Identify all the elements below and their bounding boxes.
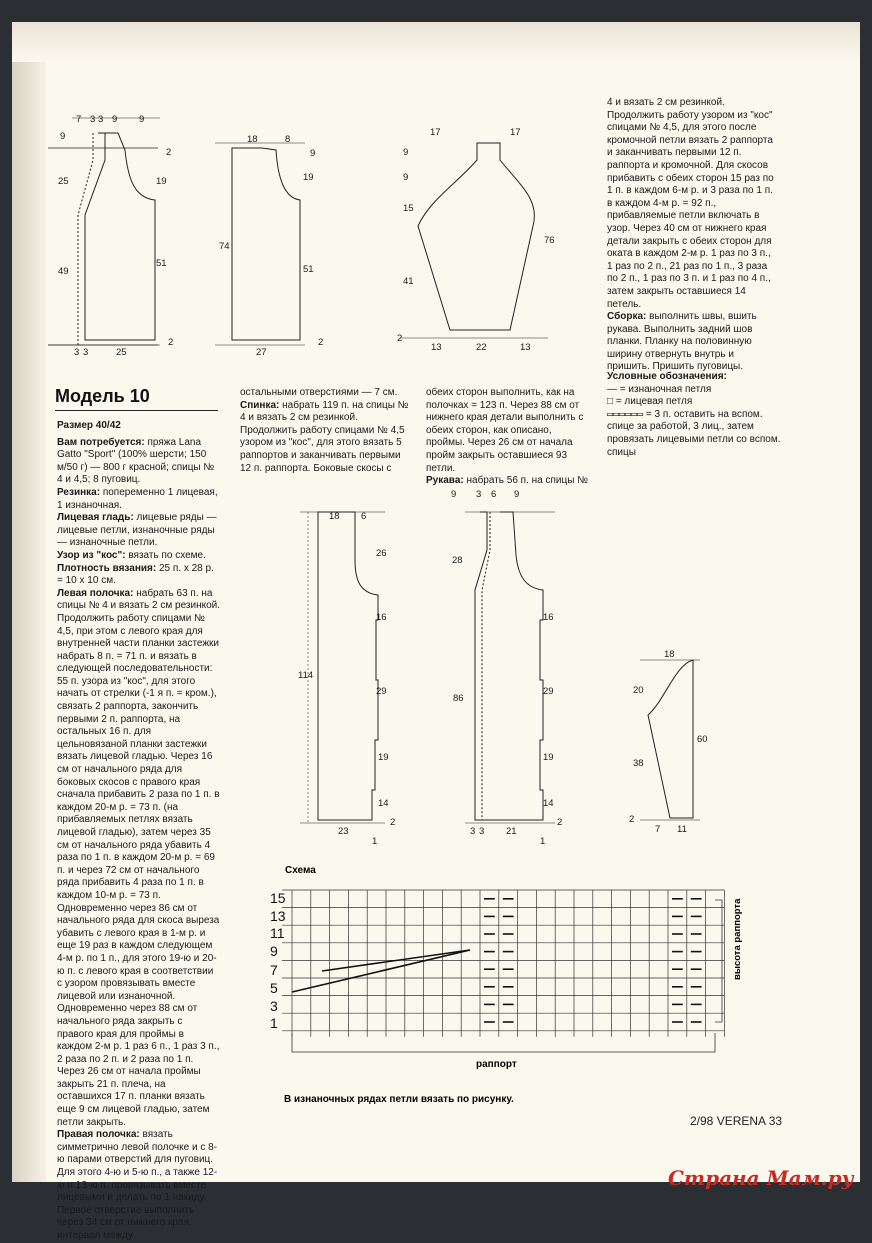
legend-item-cable [607,409,787,459]
sleeve-small-pattern [640,660,700,820]
dim-label: 7 [655,824,661,835]
dim-label: 2 [318,337,324,348]
paragraph-heading: Вам потребуется: [57,436,145,448]
dim-label: 9 [514,489,520,500]
paragraph-heading: Правая полочка: [57,1129,140,1141]
knitting-chart-grid [282,890,724,1037]
dim-label: 2 [166,147,172,158]
dim-label: 25 [58,176,69,187]
paragraph-heading: Левая полочка: [57,587,134,599]
front-right-pattern [465,512,555,823]
paragraph-text: вязать симметрично левой полочке и с 8-ю парами отверстий для пуговиц. Для этого 4-ю и 5-ю п., а также 12-ю и 13-ю п. провязывать вместе лицевыми и делать по 1 накиду. Первое отверстие выполнить через 34 см от нижнего края, интервал между [57,1129,218,1241]
watermark-logo: Страна Мам.ру [668,1166,854,1190]
rapport-height-label: высота раппорта [732,898,743,980]
dim-label: 9 [310,148,316,159]
paragraph-text: попеременно 1 лицевая, 1 изнаночная. [57,486,218,511]
dim-label: 3 [476,489,482,500]
paragraph-text: обеих сторон выполнить, как на полочках = 123 п. Через 88 см от нижнего края детали выполнить с обеих сторон, как описано, проймы. Через 26 см от начала пройм закрыть оставшиеся 93 петли. [426,387,584,474]
dim-label: 6 [361,511,367,522]
rapport-label: раппорт [476,1059,517,1070]
dim-label: 3 [479,826,485,837]
column-3 [426,387,590,488]
col3-paragraphs [426,387,590,488]
dim-label: 25 [116,347,127,358]
dim-label: 9 [403,172,409,183]
dim-label: 20 [633,685,644,696]
row-number: 1 [270,1015,278,1032]
dim-label: 13 [520,342,531,353]
paragraph-text: пряжа Lana Gatto "Sport" (100% шерсти; 150 м/50 г) — 800 г красной; спицы № 4 и 4,5; 8 пуговиц. [57,436,215,486]
row-number: 5 [270,980,278,996]
paragraph-text: набрать 63 п. на спицы № 4 и вязать 2 см резинкой. Продолжить работу спицами № 4,5, при этом с левого края для внутренней части планки застежки набрать 8 п. = 71 п. и вязать в следующей последовательности: 55 п. узора из "кос", для этого начать от стрелки (-1 я п. = кром.), связать 2 раппорта, закончить первыми 2 п. раппорта, на остальных 16 п. для цельновязаной планки застежки вязать лицевой гладью. Через 16 см от начального ряда для боковых скосов с правого края сначала прибавить 2 раза по 1 п. в каждом 20-м р. = 73 п. (на прибавляемых петлях вязать лицевой гладью), затем через 35 см от начального ряда убавить 4 раза по 1 п. в каждом 20-м р. = 69 п. и через 72 см от начального ряда прибавить 4 раза по 1 п. в каждом 10-м р. = 73 п. Одновременно через 86 см от начального ряда для скоса выреза убавить с левого края в 1-м р. и еще 19 раз в каждом следующем 4-м р. по 1 п., для этого 19-ю и 20-ю п. с левого края в соответствии с узором провязывать вместе лицевой или изнаночной. Одновременно через 88 см от начального ряда закрыть с правого края для проймы в каждом 2-м р. 1 раз 6 п., 1 раз 3 п., 2 раза по 2 п. и 2 раза по 1 п. Через 26 см от начала проймы закрыть 21 п. плеча, на оставшихся 17 п. планки вязать еще 9 см лицевой гладью, затем петли закрыть. [57,587,221,1128]
page-footer: 2/98 VERENA 33 [690,1114,783,1128]
paragraph-heading: Резинка: [57,486,101,498]
left-front-pattern [48,118,160,345]
text-paragraph [57,437,221,487]
sleeve-pattern [400,143,548,338]
dim-label: 2 [557,817,563,828]
dim-label: 114 [298,670,314,681]
dim-label: 86 [453,693,464,704]
dim-label: 9 [139,114,145,125]
dim-label: 49 [58,266,69,277]
dim-label: 19 [378,752,389,763]
col2-paragraphs [240,387,410,475]
schema-note: В изнаночных рядах петли вязать по рисунку. [284,1094,514,1105]
dim-label: 2 [397,333,403,344]
dim-label: 1 [372,836,378,847]
size-label: Размер 40/42 [57,420,121,431]
dim-label: 29 [376,686,387,697]
middle-diagrams [0,490,872,870]
dim-label: 76 [544,235,555,246]
dim-label: 21 [506,826,517,837]
dim-label: 14 [378,798,389,809]
model-title: Модель 10 [55,386,150,406]
dim-label: 9 [451,489,457,500]
dim-label: 16 [543,612,554,623]
assembly-text: выполнить швы, вшить рукава. Выполнить задний шов планки. Планку на половинную ширину отвернуть внутрь и пришить. Пришить пуговицы. [607,311,757,373]
assembly-label: Сборка: [607,311,647,323]
legend-item-knit: □ = лицевая петля [607,396,693,408]
dim-label: 1 [540,836,546,847]
dim-label: 2 [629,814,635,825]
dim-label: 14 [543,798,554,809]
paragraph-text: набрать 119 п. на спицы № 4 и вязать 2 см резинкой. Продолжить работу спицами № 4,5 узором из "кос", для этого вязать 5 раппортов и заканчивать первыми 12 п. раппорта. Боковые скосы с [240,399,409,474]
row-number: 9 [270,942,278,959]
dim-label: 13 [431,342,442,353]
dim-label: 41 [403,276,414,287]
dim-label: 51 [303,264,314,275]
dim-label: 28 [452,555,463,566]
dim-label: 3 [98,114,104,125]
paragraph-text: набрать 56 п. на спицы № [463,475,588,487]
dim-label: 3 [74,347,80,358]
legend-title: Условные обозначения: [607,371,727,382]
dim-label: 17 [430,127,441,138]
dim-label: 18 [329,511,340,522]
paragraph-text: лицевые ряды — лицевые петли, изнаночные ряды — изнаночные петли. [57,512,217,549]
paragraph-text: вязать по схеме. [125,549,206,561]
dim-label: 18 [664,649,675,660]
dim-label: 8 [285,134,291,145]
dim-label: 19 [303,172,314,183]
dim-label: 6 [491,489,497,500]
dim-label: 7 [76,114,82,125]
dim-label: 11 [677,824,687,835]
dim-label: 9 [403,147,409,158]
column-2 [240,387,410,475]
dim-label: 2 [168,337,174,348]
assembly-paragraph [607,311,777,374]
text-paragraph [240,387,410,400]
dim-label: 3 [470,826,476,837]
dim-label: 27 [256,347,267,358]
dim-label: 3 [90,114,96,125]
dim-label: 51 [156,258,167,269]
row-number: 11 [270,925,285,942]
dim-label: 15 [403,203,414,214]
row-number: 13 [270,907,286,924]
paragraph-text: остальными отверстиями — 7 см. [240,387,398,398]
text-paragraph [57,1129,221,1242]
dim-label: 3 [83,347,89,358]
row-number: 15 [270,890,286,906]
paragraph-heading: Лицевая гладь: [57,512,134,524]
front-left-pattern [300,512,385,823]
legend [607,371,787,459]
dim-label: 22 [476,342,487,353]
cable-lines [292,950,470,992]
title-rule [55,410,218,411]
text-paragraph [426,475,590,488]
dim-label: 19 [543,752,554,763]
dim-label: 19 [156,176,167,187]
dim-label: 38 [633,758,644,769]
dim-label: 23 [338,826,349,837]
dim-label: 9 [112,114,118,125]
paragraph-heading: Рукава: [426,475,464,487]
legend-cable-text: = 3 п. оставить на вспом. спице за работой, 3 лиц., затем провязать лицевыми петли со вспом. спицы [607,408,781,458]
dim-label: 60 [697,734,708,745]
paragraph-text: 25 п. х 28 р. = 10 х 10 см. [57,562,214,587]
row-number: 7 [270,962,278,979]
schema-label: Схема [285,865,316,876]
dim-label: 26 [376,548,387,559]
dim-label: 18 [247,134,258,145]
cable-symbol-icon: ▭▭▭▭▭▭ [607,408,644,420]
dim-label: 74 [219,241,230,252]
dim-label: 9 [60,131,66,142]
legend-item-purl: — = изнаночная петля [607,383,712,395]
text-paragraph [426,387,590,475]
row-number: 3 [270,997,278,1014]
paragraph-heading: Плотность вязания: [57,562,157,574]
sleeve-instructions: 4 и вязать 2 см резинкой. Продолжить работу узором из "кос" спицами № 4,5, для этого после кромочной петли вязать 2 раппорта и заканчивать первыми 12 п. раппорта и кромочной. Для скосов прибавить с обеих сторон 15 раз по 1 п. в каждом 6-м р. и 3 раза по 1 п. в каждом 4-м р. = 92 п., прибавляемые петли включать в узор. Через 40 см от нижнего края детали закрыть с обеих сторон для оката в каждом 2-м р. 1 раз по 3 п., 1 раз по 2 п., 21 раз по 1 п., 3 раза по 2 п., 1 раз по 3 п. и 1 раз по 4 п., затем закрыть оставшиеся 14 петель. [607,97,774,310]
right-top-text [607,97,777,374]
paragraph-heading: Спинка: [240,399,280,411]
dim-label: 17 [510,127,521,138]
paragraph-heading: Узор из "кос": [57,549,126,561]
dim-label: 16 [376,612,387,623]
text-paragraph [240,400,410,476]
dim-label: 29 [543,686,554,697]
dim-label: 2 [390,817,396,828]
